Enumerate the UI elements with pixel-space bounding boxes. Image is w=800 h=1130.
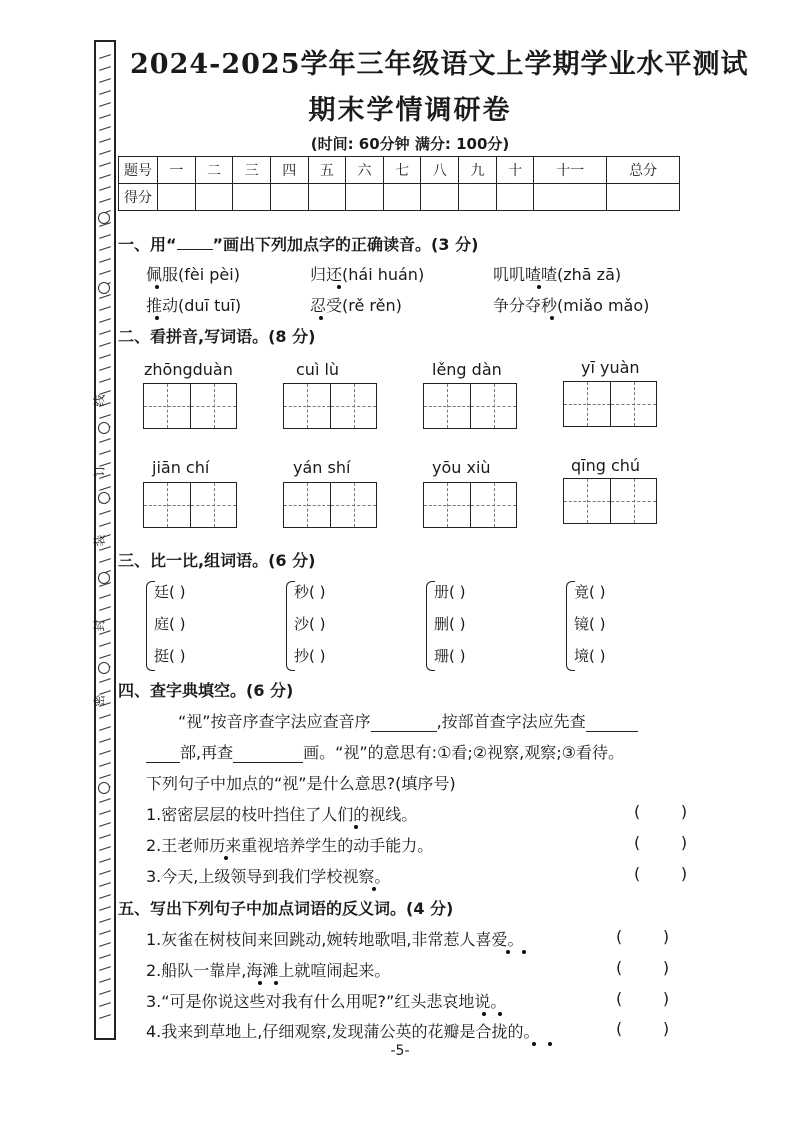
q2-pinyin: cuì lù — [296, 360, 340, 379]
binding-tick — [99, 486, 111, 491]
emphasis-dot — [506, 950, 510, 954]
score-col: 一 — [158, 157, 196, 184]
answer-paren[interactable]: ( ) — [616, 989, 670, 1008]
writing-grid[interactable] — [283, 482, 377, 528]
q3-word: 珊( ) — [434, 647, 466, 665]
q5-sentence: 3.“可是你说这些对我有什么用呢?”红头悲哀地说。 — [146, 992, 507, 1011]
score-col: 七 — [383, 157, 421, 184]
q3-word: 镜( ) — [574, 615, 606, 633]
q4-line2-text: 部,再查 — [180, 743, 234, 762]
binding-tick — [99, 306, 111, 311]
q3-word: 删( ) — [434, 615, 466, 633]
binding-tick — [99, 642, 111, 647]
binding-tick — [99, 294, 111, 299]
binding-tick — [99, 450, 111, 455]
binding-label: 订 — [92, 464, 107, 477]
emphasis-dot — [224, 856, 228, 860]
binding-tick — [99, 594, 111, 599]
exam-subtitle-title: 期末学情调研卷 — [308, 95, 512, 126]
binding-label: 封 — [92, 619, 107, 632]
binding-tick — [99, 738, 111, 743]
score-cell[interactable] — [607, 184, 680, 211]
emphasis-dot — [155, 285, 159, 289]
score-table-header-row — [119, 157, 680, 184]
score-table-row-label: 得分 — [119, 184, 158, 211]
binding-tick — [99, 762, 111, 767]
binding-tick — [99, 330, 111, 335]
q2-pinyin: zhōngduàn — [144, 360, 233, 379]
score-cell[interactable] — [346, 184, 384, 211]
score-col: 十一 — [534, 157, 607, 184]
writing-grid[interactable] — [283, 383, 377, 429]
fill-blank[interactable] — [586, 715, 638, 732]
q2-pinyin: lěng dàn — [432, 360, 502, 379]
binding-hole-icon — [98, 492, 110, 504]
binding-tick — [99, 270, 111, 275]
binding-tick — [99, 714, 111, 719]
score-cell[interactable] — [459, 184, 497, 211]
binding-tick — [99, 954, 111, 959]
score-col: 九 — [459, 157, 497, 184]
writing-grid[interactable] — [423, 482, 517, 528]
score-col: 六 — [346, 157, 384, 184]
score-col-total: 总分 — [607, 157, 680, 184]
binding-tick — [99, 846, 111, 851]
score-table-row-label: 题号 — [119, 157, 158, 184]
binding-tick — [99, 834, 111, 839]
binding-tick — [99, 354, 111, 359]
binding-tick — [99, 414, 111, 419]
emphasis-dot — [337, 285, 341, 289]
emphasis-dot — [354, 825, 358, 829]
answer-paren[interactable]: ( ) — [616, 1019, 670, 1038]
binding-tick — [99, 882, 111, 887]
q1-title-blank — [177, 235, 213, 250]
page-number: -5- — [390, 1043, 410, 1059]
q4-sentence: 1.密密层层的枝叶挡住了人们的视线。 — [146, 805, 418, 824]
q5-sentence: 1.灰雀在树枝间来回跳动,婉转地歌唱,非常惹人喜爱。 — [146, 930, 524, 949]
q1-item: 归还(hái huán) — [310, 265, 425, 284]
fill-blank[interactable] — [371, 715, 437, 732]
q4-line1-text: ,按部首查字法应先查 — [436, 712, 586, 731]
binding-tick — [99, 798, 111, 803]
answer-paren[interactable]: ( ) — [634, 833, 688, 852]
q3-word: 竟( ) — [574, 583, 606, 601]
q2-pinyin: yán shí — [293, 458, 351, 477]
binding-tick — [99, 678, 111, 683]
q4-title: 四、查字典填空。(6 分) — [118, 681, 294, 700]
q2-title: 二、看拼音,写词语。(8 分) — [118, 327, 316, 346]
q4-line1 — [178, 709, 638, 732]
answer-paren[interactable]: ( ) — [616, 927, 670, 946]
binding-tick — [99, 258, 111, 263]
q1-title — [118, 232, 478, 255]
binding-tick — [99, 342, 111, 347]
binding-hole-icon — [98, 782, 110, 794]
binding-tick — [99, 78, 111, 83]
q3-word: 境( ) — [574, 647, 606, 665]
binding-tick — [99, 606, 111, 611]
binding-tick — [99, 102, 111, 107]
q1-item: 争分夺秒(miǎo mǎo) — [493, 296, 650, 315]
binding-tick — [99, 870, 111, 875]
emphasis-dot — [498, 1012, 502, 1016]
binding-tick — [99, 510, 111, 515]
q3-word: 廷( ) — [154, 583, 186, 601]
binding-tick — [99, 546, 111, 551]
score-cell[interactable] — [233, 184, 271, 211]
binding-tick — [99, 114, 111, 119]
q4-question: 下列句子中加点的“视”是什么意思?(填序号) — [146, 774, 456, 793]
binding-tick — [99, 906, 111, 911]
binding-tick — [99, 1002, 111, 1007]
binding-hole-icon — [98, 572, 110, 584]
binding-hole-icon — [98, 282, 110, 294]
q1-title-prefix: 一、用“ — [118, 235, 177, 254]
binding-strip — [94, 40, 116, 1040]
answer-paren[interactable]: ( ) — [634, 864, 688, 883]
binding-hole-icon — [98, 212, 110, 224]
q5-sentence: 2.船队一靠岸,海滩上就喧闹起来。 — [146, 961, 391, 980]
binding-tick — [99, 198, 111, 203]
score-col: 二 — [195, 157, 233, 184]
binding-tick — [99, 726, 111, 731]
q5-sentence: 4.我来到草地上,仔细观察,发现蒲公英的花瓣是合拢的。 — [146, 1022, 540, 1041]
score-cell[interactable] — [383, 184, 421, 211]
emphasis-dot — [532, 1042, 536, 1046]
binding-tick — [99, 966, 111, 971]
binding-tick — [99, 918, 111, 923]
q3-word: 沙( ) — [294, 615, 326, 633]
q4-line1-text: “视”按音序查字法应查音序 — [178, 712, 371, 731]
binding-tick — [99, 558, 111, 563]
score-table — [118, 156, 680, 211]
score-cell[interactable] — [534, 184, 607, 211]
score-cell[interactable] — [496, 184, 534, 211]
q4-line2 — [146, 740, 624, 763]
binding-tick — [99, 894, 111, 899]
q1-item: 佩服(fèi pèi) — [146, 265, 240, 284]
q3-word: 册( ) — [434, 583, 466, 601]
q4-sentence: 2.王老师历来重视培养学生的动手能力。 — [146, 836, 434, 855]
emphasis-dot — [550, 316, 554, 320]
binding-hole-icon — [98, 662, 110, 674]
binding-label: 线 — [92, 394, 107, 407]
binding-tick — [99, 810, 111, 815]
q1-item: 忍受(rě rěn) — [310, 296, 402, 315]
emphasis-dot — [258, 981, 262, 985]
writing-grid[interactable] — [563, 478, 657, 524]
q2-pinyin: jiān chí — [152, 458, 210, 477]
binding-tick — [99, 750, 111, 755]
score-cell[interactable] — [270, 184, 308, 211]
q3-word: 挺( ) — [154, 647, 186, 665]
binding-tick — [99, 774, 111, 779]
q3-word: 秒( ) — [294, 583, 326, 601]
fill-blank[interactable] — [146, 746, 180, 763]
emphasis-dot — [155, 316, 159, 320]
emphasis-dot — [482, 1012, 486, 1016]
binding-tick — [99, 318, 111, 323]
score-col: 八 — [421, 157, 459, 184]
binding-tick — [99, 66, 111, 71]
binding-tick — [99, 438, 111, 443]
binding-tick — [99, 522, 111, 527]
binding-tick — [99, 1014, 111, 1019]
writing-grid[interactable] — [143, 383, 237, 429]
binding-tick — [99, 246, 111, 251]
binding-tick — [99, 654, 111, 659]
binding-tick — [99, 978, 111, 983]
answer-paren[interactable]: ( ) — [616, 958, 670, 977]
q3-word: 庭( ) — [154, 615, 186, 633]
binding-tick — [99, 150, 111, 155]
q3-word: 抄( ) — [294, 647, 326, 665]
binding-label: 装 — [92, 534, 107, 547]
binding-tick — [99, 54, 111, 59]
writing-grid[interactable] — [563, 381, 657, 427]
binding-label: 密 — [92, 694, 107, 707]
binding-tick — [99, 858, 111, 863]
q4-sentence: 3.今天,上级领导到我们学校视察。 — [146, 867, 391, 886]
score-col: 五 — [308, 157, 346, 184]
q3-title: 三、比一比,组词语。(6 分) — [118, 551, 316, 570]
emphasis-dot — [548, 1042, 552, 1046]
binding-hole-icon — [98, 422, 110, 434]
binding-tick — [99, 378, 111, 383]
q2-pinyin: qīng chú — [571, 456, 641, 475]
binding-tick — [99, 90, 111, 95]
q5-title: 五、写出下列句子中加点词语的反义词。(4 分) — [118, 899, 454, 918]
binding-tick — [99, 234, 111, 239]
emphasis-dot — [274, 981, 278, 985]
binding-tick — [99, 138, 111, 143]
q1-item: 叽叽喳喳(zhā zā) — [493, 265, 622, 284]
exam-title: 2024-2025学年三年级语文上学期学业水平测试 — [130, 49, 749, 80]
score-col: 四 — [270, 157, 308, 184]
emphasis-dot — [537, 285, 541, 289]
emphasis-dot — [319, 316, 323, 320]
answer-paren[interactable]: ( ) — [634, 802, 688, 821]
q1-title-suffix: ”画出下列加点字的正确读音。(3 分) — [212, 235, 479, 254]
emphasis-dot — [372, 887, 376, 891]
q2-pinyin: yī yuàn — [581, 358, 640, 377]
score-cell[interactable] — [158, 184, 196, 211]
score-cell[interactable] — [308, 184, 346, 211]
binding-tick — [99, 186, 111, 191]
emphasis-dot — [522, 950, 526, 954]
writing-grid[interactable] — [423, 383, 517, 429]
score-table-score-row — [119, 184, 680, 211]
binding-tick — [99, 942, 111, 947]
q1-item: 推动(duī tuī) — [146, 296, 242, 315]
writing-grid[interactable] — [143, 482, 237, 528]
score-col: 三 — [233, 157, 271, 184]
score-cell[interactable] — [421, 184, 459, 211]
exam-time-score: (时间: 60分钟 满分: 100分) — [310, 135, 510, 153]
score-cell[interactable] — [195, 184, 233, 211]
score-col: 十 — [496, 157, 534, 184]
q4-line2-text: 画。“视”的意思有:①看;②视察,观察;③看待。 — [303, 743, 624, 762]
binding-tick — [99, 366, 111, 371]
binding-tick — [99, 174, 111, 179]
q2-pinyin: yōu xiù — [432, 458, 491, 477]
binding-tick — [99, 162, 111, 167]
fill-blank[interactable] — [233, 746, 303, 763]
binding-tick — [99, 822, 111, 827]
binding-tick — [99, 990, 111, 995]
binding-tick — [99, 930, 111, 935]
binding-tick — [99, 126, 111, 131]
